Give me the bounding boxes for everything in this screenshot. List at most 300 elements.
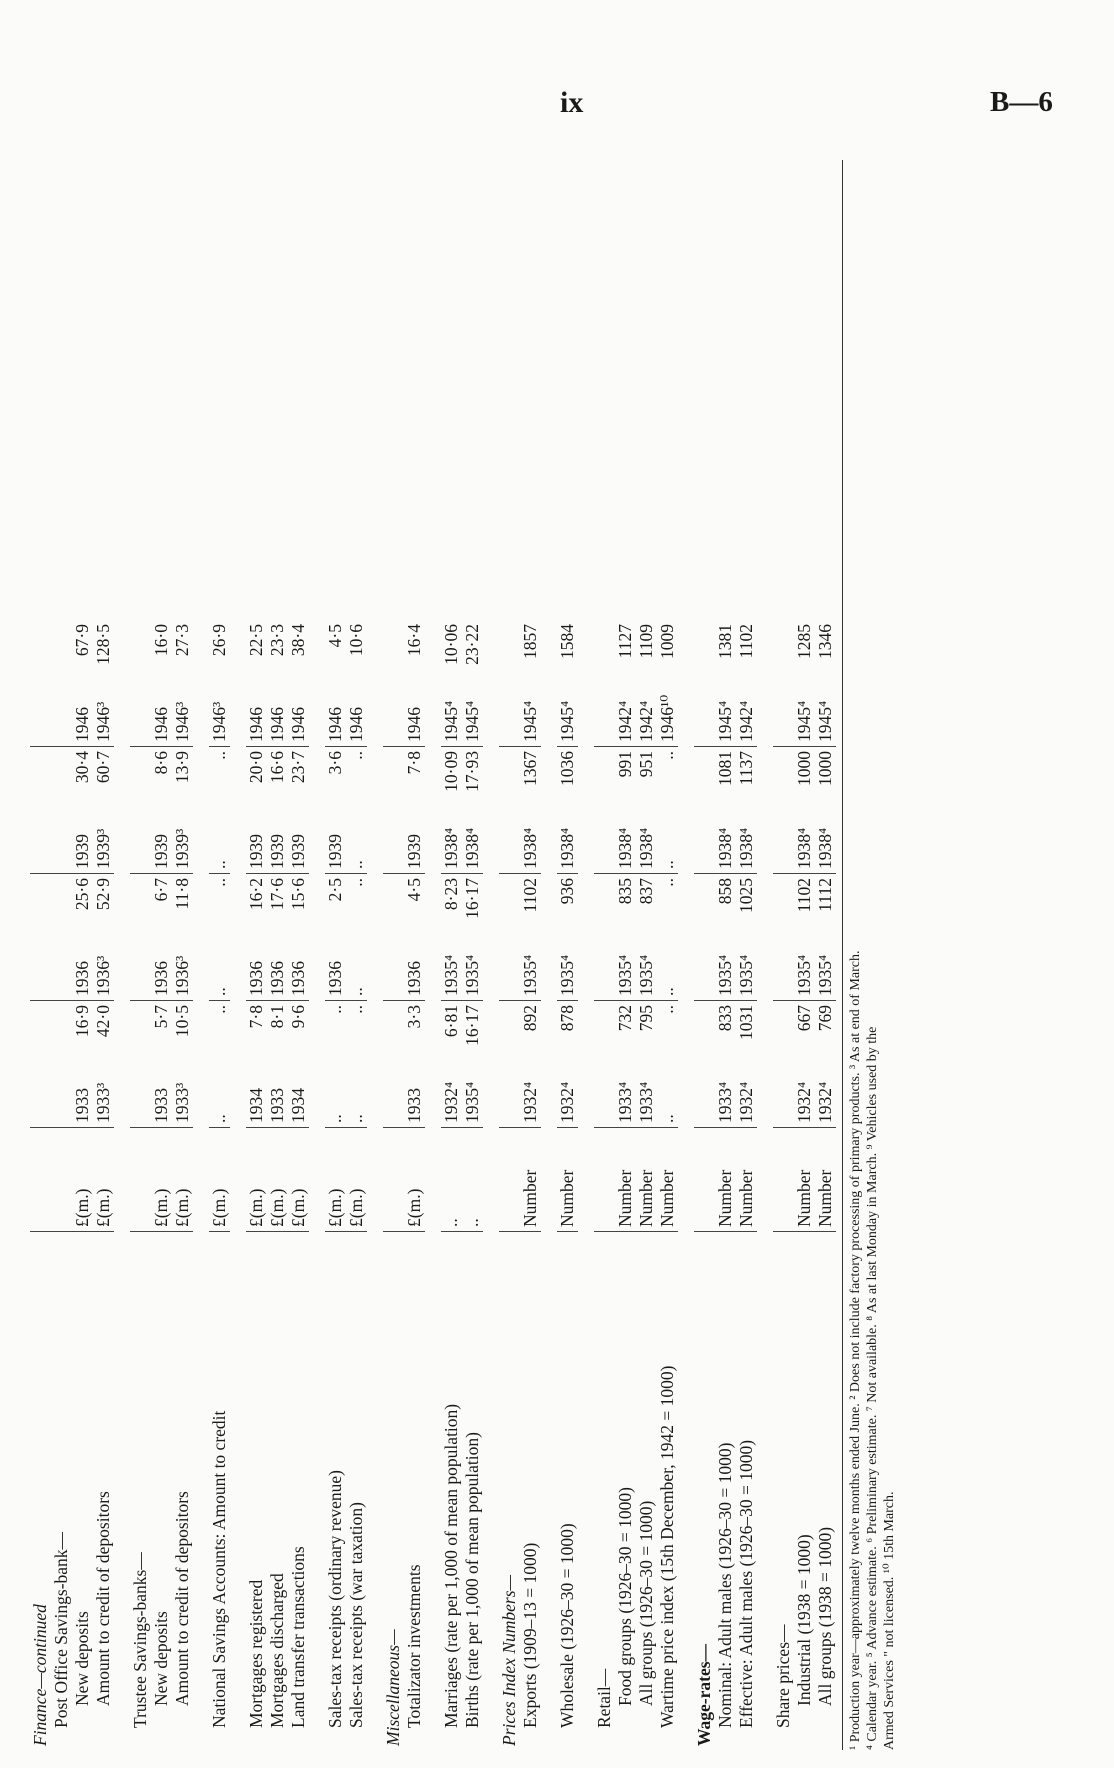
row-unit: £(m.)	[172, 1128, 193, 1232]
row-label: New deposits	[72, 1611, 92, 1706]
year-4	[51, 676, 72, 747]
row-label: Wholesale (1926–30 = 1000)	[557, 1523, 577, 1728]
value-3: 1000	[815, 751, 835, 786]
spacer-row	[483, 620, 499, 1750]
value-2	[773, 874, 794, 931]
year-3: 1938⁴	[794, 803, 815, 874]
value-1	[383, 1001, 404, 1058]
value-3: 10·09	[441, 751, 461, 792]
value-1: 833	[715, 1005, 735, 1032]
spacer-row	[757, 620, 773, 1750]
value-3: 1081	[715, 751, 735, 786]
year-1: 1932⁴	[736, 1057, 757, 1128]
year-4: 1942⁴	[636, 676, 657, 747]
table-row	[30, 620, 51, 1750]
value-1: 42·0	[93, 1005, 113, 1038]
row-unit: £(m.)	[267, 1128, 288, 1232]
value-1: 1031	[736, 1005, 756, 1040]
value-4	[51, 620, 72, 676]
year-2	[383, 930, 404, 1001]
value-4: 1285	[794, 624, 814, 659]
row-unit: £(m.)	[288, 1128, 309, 1232]
year-3: 1939	[288, 803, 309, 874]
table-row	[51, 620, 72, 1750]
year-3: 1939³	[93, 803, 114, 874]
value-2: 1112	[815, 878, 835, 912]
year-1: 1933⁴	[715, 1057, 736, 1128]
table-row	[267, 620, 288, 1750]
value-3: 8·6	[151, 751, 171, 775]
row-unit: £(m.)	[346, 1128, 367, 1232]
value-1	[594, 1001, 615, 1058]
year-1	[130, 1057, 151, 1128]
value-4: 1127	[615, 624, 635, 659]
year-2: ..	[346, 930, 367, 1001]
year-3	[51, 803, 72, 874]
year-2: 1936	[246, 930, 267, 1001]
value-1: 769	[815, 1005, 835, 1032]
year-2	[130, 930, 151, 1001]
value-4: 10·06	[441, 624, 461, 665]
row-label: Industrial (1938 = 1000)	[794, 1534, 814, 1706]
row-unit: £(m.)	[404, 1128, 425, 1232]
row-unit	[694, 1128, 715, 1232]
table-row	[325, 620, 346, 1750]
table-row	[773, 620, 794, 1750]
value-1: ..	[657, 1005, 677, 1014]
year-3: 1939	[325, 803, 346, 874]
row-label: Trustee Savings-banks—	[130, 1552, 150, 1728]
value-4: 23·22	[462, 624, 482, 665]
row-label: All groups (1926–30 = 1000)	[636, 1500, 656, 1706]
value-2: ..	[209, 878, 229, 887]
value-3	[383, 747, 404, 804]
row-unit: £(m.)	[325, 1128, 346, 1232]
row-label: Retail—	[594, 1668, 614, 1728]
value-2: 8·23	[441, 878, 461, 911]
table-row	[172, 620, 193, 1750]
year-4: 1942⁴	[736, 676, 757, 747]
table-row	[657, 620, 678, 1750]
value-2: ..	[657, 878, 677, 887]
value-1: 892	[520, 1005, 540, 1032]
value-2: 15·6	[288, 878, 308, 911]
year-3: ..	[657, 803, 678, 874]
value-4: 1381	[715, 624, 735, 659]
row-label: Sales-tax receipts (ordinary revenue)	[325, 1469, 345, 1728]
year-1	[383, 1057, 404, 1128]
row-label: Mortgages registered	[246, 1579, 266, 1728]
value-4: 27·3	[172, 624, 192, 657]
year-3: ..	[346, 803, 367, 874]
row-unit: £(m.)	[246, 1128, 267, 1232]
year-2	[51, 930, 72, 1001]
year-4: 1946³	[172, 676, 193, 747]
table-row	[715, 620, 736, 1750]
row-label: Marriages (rate per 1,000 of mean population)	[441, 1403, 461, 1728]
value-3	[694, 747, 715, 804]
year-4: 1942⁴	[615, 676, 636, 747]
year-2: 1935⁴	[557, 930, 578, 1001]
year-1: 1932⁴	[557, 1057, 578, 1128]
row-label: Nominal: Adult males (1926–30 = 1000)	[715, 1442, 735, 1728]
table-row	[246, 620, 267, 1750]
value-1: ..	[325, 1005, 345, 1014]
value-4: 67·9	[72, 624, 92, 657]
value-3: 30·4	[72, 751, 92, 784]
row-unit: Number	[557, 1128, 578, 1232]
row-label: Prices Index Numbers—	[499, 1574, 519, 1746]
section-label: B—6	[990, 86, 1053, 118]
year-3: 1939	[72, 803, 93, 874]
value-3	[773, 747, 794, 804]
value-2: ..	[346, 878, 366, 887]
year-1: 1934	[246, 1057, 267, 1128]
value-3: 20·0	[246, 751, 266, 784]
footnotes	[842, 160, 898, 1750]
year-4	[694, 676, 715, 747]
value-3: 1036	[557, 751, 577, 786]
year-1: 1933	[151, 1057, 172, 1128]
year-3	[30, 803, 51, 874]
year-2: 1935⁴	[441, 930, 462, 1001]
value-4: 1346	[815, 624, 835, 659]
value-4: 1584	[557, 624, 577, 659]
value-2: 4·5	[404, 878, 424, 902]
value-3: 1367	[520, 751, 540, 786]
year-1	[30, 1057, 51, 1128]
year-1: 1932⁴	[441, 1057, 462, 1128]
row-unit	[594, 1128, 615, 1232]
year-2: 1935⁴	[636, 930, 657, 1001]
value-2: 1102	[520, 878, 540, 913]
value-1: 6·81	[441, 1005, 461, 1038]
value-3	[499, 747, 520, 804]
year-2: 1935⁴	[520, 930, 541, 1001]
value-4: 1009	[657, 624, 677, 659]
year-1	[499, 1057, 520, 1128]
year-3: 1938⁴	[441, 803, 462, 874]
value-2	[499, 874, 520, 931]
row-unit: Number	[715, 1128, 736, 1232]
value-4	[30, 620, 51, 676]
year-1: 1935⁴	[462, 1057, 483, 1128]
value-4	[130, 620, 151, 676]
value-4: 10·6	[346, 624, 366, 657]
year-2	[773, 930, 794, 1001]
year-2: 1936	[288, 930, 309, 1001]
year-3	[694, 803, 715, 874]
year-2: 1935⁴	[794, 930, 815, 1001]
value-1	[130, 1001, 151, 1058]
row-label: Wartime price index (15th December, 1942 = 1000)	[657, 1365, 677, 1728]
year-1: ..	[346, 1057, 367, 1128]
row-unit: Number	[794, 1128, 815, 1232]
year-4	[594, 676, 615, 747]
table-row	[130, 620, 151, 1750]
year-4: 1946	[267, 676, 288, 747]
year-4: 1945⁴	[462, 676, 483, 747]
year-1: 1932⁴	[794, 1057, 815, 1128]
row-unit: Number	[815, 1128, 836, 1232]
row-label: Effective: Adult males (1926–30 = 1000)	[736, 1439, 756, 1728]
year-1: 1933⁴	[636, 1057, 657, 1128]
value-1: 667	[794, 1005, 814, 1032]
row-unit: £(m.)	[93, 1128, 114, 1232]
year-2: 1936³	[172, 930, 193, 1001]
year-2: 1936	[404, 930, 425, 1001]
row-label: Exports (1909–13 = 1000)	[520, 1542, 540, 1728]
value-4: 23·3	[267, 624, 287, 657]
value-4: 22·5	[246, 624, 266, 657]
footnote-line-1: ¹ Production year—approximately twelve months ended June. ² Does not include factory processing of primary products. ³ As at end of March.	[848, 950, 863, 1750]
value-1: 10·5	[172, 1005, 192, 1038]
year-4	[30, 676, 51, 747]
value-1: 5·7	[151, 1005, 171, 1029]
value-3: 16·6	[267, 751, 287, 784]
value-4	[499, 620, 520, 676]
value-1: 7·8	[246, 1005, 266, 1029]
table-row	[346, 620, 367, 1750]
spacer-row	[541, 620, 557, 1750]
value-2: 6·7	[151, 878, 171, 902]
table-row	[499, 620, 520, 1750]
year-3: 1939³	[172, 803, 193, 874]
year-4: 1945⁴	[520, 676, 541, 747]
spacer-row	[678, 620, 694, 1750]
year-1: 1933	[267, 1057, 288, 1128]
row-unit: Number	[736, 1128, 757, 1232]
spacer-row	[193, 620, 209, 1750]
value-2: 936	[557, 878, 577, 905]
row-label: National Savings Accounts: Amount to credit	[209, 1410, 229, 1728]
year-2: 1935⁴	[715, 930, 736, 1001]
row-label: Births (rate per 1,000 of mean population)	[462, 1432, 482, 1728]
table-row	[288, 620, 309, 1750]
year-4: 1946	[404, 676, 425, 747]
row-unit: ..	[462, 1128, 483, 1232]
value-3: 60·7	[93, 751, 113, 784]
year-2: 1935⁴	[615, 930, 636, 1001]
row-unit	[51, 1128, 72, 1232]
value-3: ..	[346, 751, 366, 760]
spacer-row	[578, 620, 594, 1750]
value-3	[30, 747, 51, 804]
table-row	[694, 620, 715, 1750]
value-1: ..	[209, 1005, 229, 1014]
row-label: All groups (1938 = 1000)	[815, 1526, 835, 1706]
year-4: 1946	[151, 676, 172, 747]
year-2: 1936	[72, 930, 93, 1001]
year-2: 1936	[325, 930, 346, 1001]
value-2	[30, 874, 51, 931]
table-row	[520, 620, 541, 1750]
row-unit	[383, 1128, 404, 1232]
row-label: Sales-tax receipts (war taxation)	[346, 1502, 366, 1728]
value-4: 128·5	[93, 624, 113, 665]
value-4	[383, 620, 404, 676]
spacer-row	[425, 620, 441, 1750]
year-4: 1945⁴	[715, 676, 736, 747]
year-3	[383, 803, 404, 874]
year-1: 1933	[404, 1057, 425, 1128]
year-2	[499, 930, 520, 1001]
footnote-line-3: Armed Services " not licensed. ¹⁰ 15th March.	[882, 1491, 897, 1750]
year-2: 1936³	[93, 930, 114, 1001]
row-label: Finance—continued	[30, 1604, 50, 1746]
value-2: 16·17	[462, 878, 482, 919]
value-2: 16·2	[246, 878, 266, 911]
value-1	[499, 1001, 520, 1058]
year-3: 1938⁴	[815, 803, 836, 874]
year-1	[773, 1057, 794, 1128]
table-row	[209, 620, 230, 1750]
year-3: 1938⁴	[520, 803, 541, 874]
statistics-table	[30, 620, 836, 1750]
value-4: 4·5	[325, 624, 345, 648]
year-4	[130, 676, 151, 747]
row-label: Food groups (1926–30 = 1000)	[615, 1487, 635, 1706]
row-unit: Number	[520, 1128, 541, 1232]
table-row	[557, 620, 578, 1750]
value-3: 951	[636, 751, 656, 778]
value-3: 23·7	[288, 751, 308, 784]
row-label: Amount to credit of depositors	[93, 1491, 113, 1706]
year-2	[594, 930, 615, 1001]
year-3: ..	[209, 803, 230, 874]
year-4: 1946	[246, 676, 267, 747]
year-3	[594, 803, 615, 874]
row-unit	[130, 1128, 151, 1232]
spacer-row	[230, 620, 246, 1750]
value-3: 1000	[794, 751, 814, 786]
value-2: 1025	[736, 878, 756, 913]
year-3: 1938⁴	[736, 803, 757, 874]
value-3: 3·6	[325, 751, 345, 775]
year-1: ..	[209, 1057, 230, 1128]
value-1: 16·17	[462, 1005, 482, 1046]
year-3	[773, 803, 794, 874]
row-label: Land transfer transactions	[288, 1546, 308, 1728]
value-2: 837	[636, 878, 656, 905]
year-4: 1946	[325, 676, 346, 747]
row-label: Share prices—	[773, 1624, 793, 1728]
spacer-row	[114, 620, 130, 1750]
year-1: 1933⁴	[615, 1057, 636, 1128]
year-3	[499, 803, 520, 874]
row-unit: Number	[657, 1128, 678, 1232]
year-4: 1945⁴	[815, 676, 836, 747]
row-unit	[30, 1128, 51, 1232]
year-2: ..	[657, 930, 678, 1001]
table-row	[93, 620, 114, 1750]
year-2	[30, 930, 51, 1001]
value-4: 26·9	[209, 624, 229, 657]
table-row	[383, 620, 404, 1750]
year-4: 1946³	[209, 676, 230, 747]
value-1: 878	[557, 1005, 577, 1032]
year-2	[694, 930, 715, 1001]
year-4: 1945⁴	[794, 676, 815, 747]
year-2: 1935⁴	[736, 930, 757, 1001]
year-3: 1938⁴	[615, 803, 636, 874]
value-1	[30, 1001, 51, 1058]
year-1: 1934	[288, 1057, 309, 1128]
table-row	[72, 620, 93, 1750]
value-2: 25·6	[72, 878, 92, 911]
year-2: ..	[209, 930, 230, 1001]
value-1: 732	[615, 1005, 635, 1032]
year-4: 1946	[288, 676, 309, 747]
row-label: Totalizator investments	[404, 1564, 424, 1728]
year-3: 1938⁴	[715, 803, 736, 874]
table-row	[441, 620, 462, 1750]
value-1: 8·1	[267, 1005, 287, 1029]
rotated-statistics-table	[30, 160, 980, 1750]
value-2: 52·9	[93, 878, 113, 911]
year-1: ..	[657, 1057, 678, 1128]
value-4	[594, 620, 615, 676]
year-4	[773, 676, 794, 747]
value-3: ..	[209, 751, 229, 760]
row-label: New deposits	[151, 1611, 171, 1706]
footnote-line-2: ⁴ Calendar year. ⁵ Advance estimate. ⁶ Preliminary estimate. ⁷ Not available. ⁸ As at last Monday in March. ⁹ Vehicles used by the	[865, 1026, 880, 1750]
row-unit: ..	[441, 1128, 462, 1232]
row-label: Miscellaneous—	[383, 1629, 403, 1746]
value-3: 7·8	[404, 751, 424, 775]
value-2: 2·5	[325, 878, 345, 902]
year-4: 1945⁴	[557, 676, 578, 747]
value-3: 991	[615, 751, 635, 778]
year-1: 1933³	[93, 1057, 114, 1128]
year-2: 1935⁴	[462, 930, 483, 1001]
year-3: 1938⁴	[462, 803, 483, 874]
spacer-row	[367, 620, 383, 1750]
value-4: 16·0	[151, 624, 171, 657]
value-2: 858	[715, 878, 735, 905]
value-2: 835	[615, 878, 635, 905]
year-1	[51, 1057, 72, 1128]
value-2	[51, 874, 72, 931]
row-unit	[773, 1128, 794, 1232]
row-unit: £(m.)	[151, 1128, 172, 1232]
value-3: ..	[657, 751, 677, 760]
year-4: 1946	[72, 676, 93, 747]
row-label: Amount to credit of depositors	[172, 1491, 192, 1706]
table-row	[815, 620, 836, 1750]
year-3: 1939	[151, 803, 172, 874]
value-2: 1102	[794, 878, 814, 913]
year-1: 1933³	[172, 1057, 193, 1128]
table-row	[462, 620, 483, 1750]
table-row	[736, 620, 757, 1750]
year-4: 1945⁴	[441, 676, 462, 747]
row-label: Post Office Savings-bank—	[51, 1531, 71, 1728]
year-3: 1939	[246, 803, 267, 874]
value-3	[51, 747, 72, 804]
year-2: 1936	[151, 930, 172, 1001]
value-2: 11·8	[172, 878, 192, 910]
year-2: 1936	[267, 930, 288, 1001]
row-unit	[499, 1128, 520, 1232]
table-row	[151, 620, 172, 1750]
year-3	[130, 803, 151, 874]
value-4: 1857	[520, 624, 540, 659]
value-1: 3·3	[404, 1005, 424, 1029]
table-row	[636, 620, 657, 1750]
year-1: 1932⁴	[815, 1057, 836, 1128]
value-3: 17·93	[462, 751, 482, 792]
